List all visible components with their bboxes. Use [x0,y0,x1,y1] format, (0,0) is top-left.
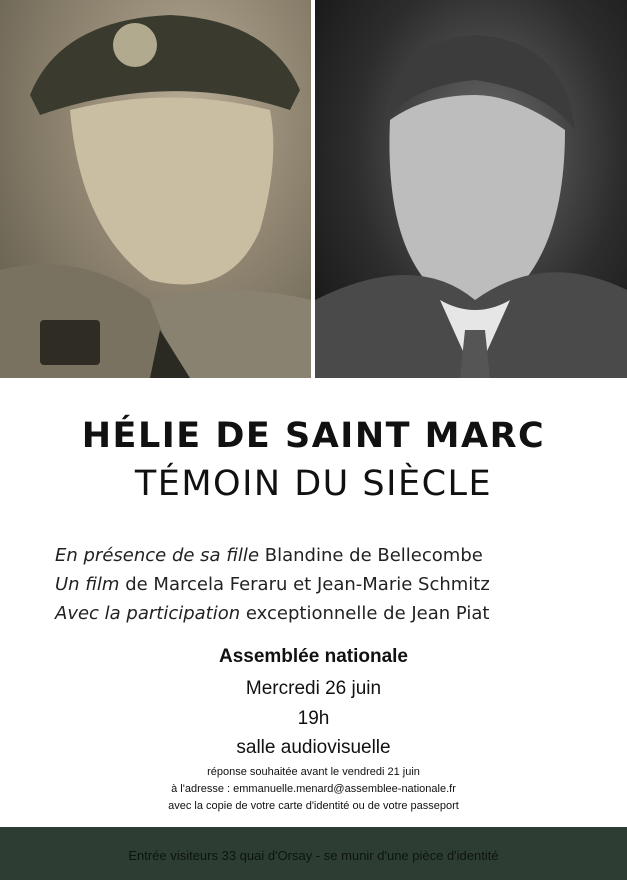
headline-subtitle: TÉMOIN DU SIÈCLE [134,464,493,504]
credit-italic: Un film [55,574,120,595]
portrait-elderly-illustration [315,0,627,378]
rsvp-id-requirement: avec la copie de votre carte d'identité ou de votre passeport [168,800,459,812]
credit-name: Blandine de Bellecombe [259,545,483,566]
portrait-officer-photo [0,0,311,378]
event-venue: Assemblée nationale [218,646,409,667]
photo-banner [0,0,627,378]
rsvp-deadline: réponse souhaitée avant le vendredi 21 juin [207,766,420,778]
footer-visitor-entrance: Entrée visiteurs 33 quai d'Orsay - se munir d'une pièce d'identité [128,848,499,863]
credit-line-guest [55,545,483,566]
portrait-elderly-man-photo [315,0,627,378]
credit-line-film [55,574,490,595]
credit-italic: En présence de sa fille [55,545,260,566]
credit-line-participation [55,603,489,624]
credit-name: exceptionnelle de Jean Piat [240,603,490,624]
credit-italic: Avec la participation [55,603,241,624]
rsvp-email: à l'adresse : emmanuelle.menard@assemblee-nationale.fr [171,783,456,795]
event-room: salle audiovisuelle [236,737,391,758]
event-time: 19h [297,708,330,729]
portrait-officer-illustration [0,0,311,378]
headline-title: HÉLIE DE SAINT MARC [81,416,546,456]
event-date: Mercredi 26 juin [245,678,382,699]
credit-name: de Marcela Feraru et Jean-Marie Schmitz [119,574,490,595]
